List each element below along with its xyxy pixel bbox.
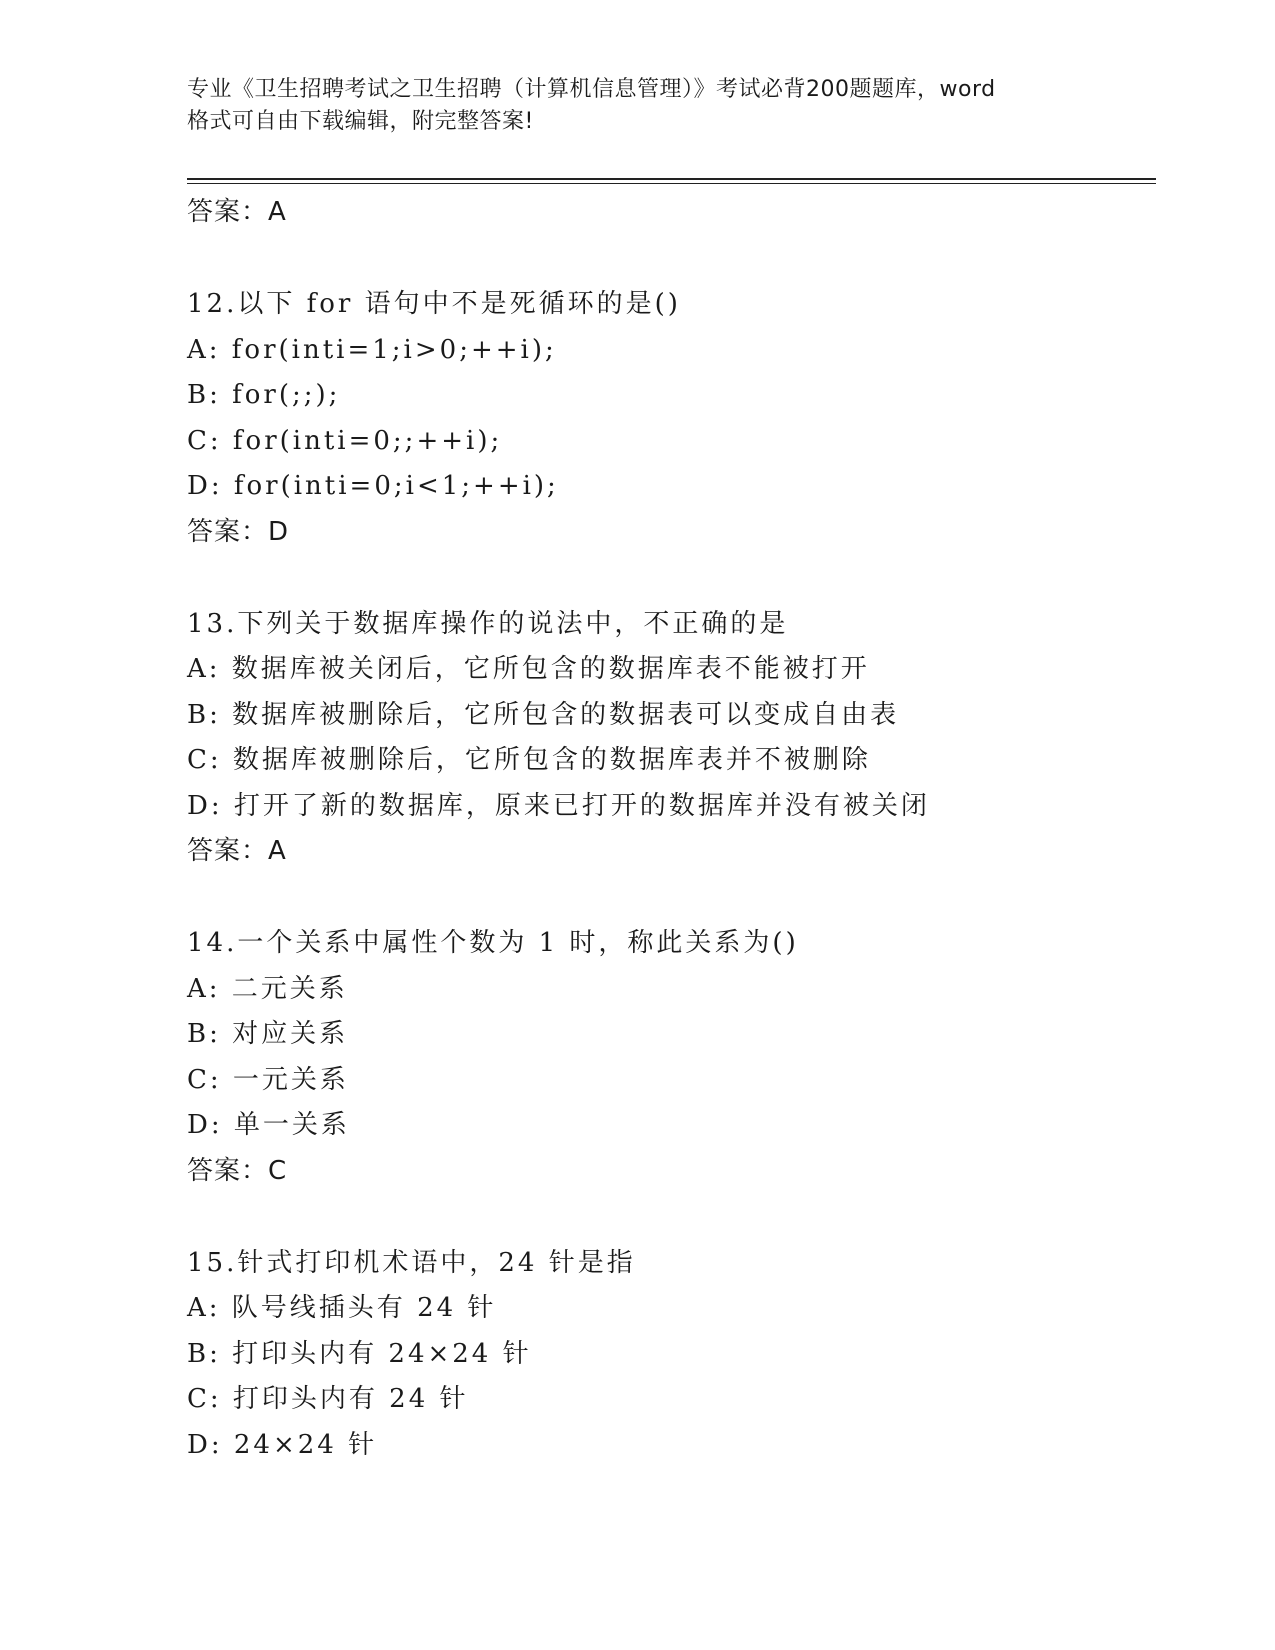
header-rule-thick <box>187 178 1156 180</box>
header-line-2: 格式可自由下载编辑，附完整答案! <box>187 109 534 134</box>
question-stem: 13.下列关于数据库操作的说法中，不正确的是 <box>187 608 789 639</box>
option-c: C: 一元关系 <box>187 1064 349 1095</box>
option-d: D: 单一关系 <box>187 1110 350 1140</box>
page-header <box>187 74 1087 138</box>
option-b: B: 数据库被删除后，它所包含的数据表可以变成自由表 <box>187 699 900 730</box>
question-15 <box>187 1241 1147 1469</box>
question-stem: 12.以下 for 语句中不是死循环的是() <box>187 289 681 319</box>
option-c: C: for(inti=0;;++i); <box>187 425 503 456</box>
question-13 <box>187 602 1147 874</box>
question-12 <box>187 282 1147 554</box>
option-b: B: 打印头内有 24×24 针 <box>187 1338 532 1369</box>
header-line-1: 专业《卫生招聘考试之卫生招聘（计算机信息管理）》考试必背200题题库，word <box>187 77 996 102</box>
answer-line: 答案：C <box>187 1155 288 1186</box>
answer-line: 答案：A <box>187 197 287 227</box>
option-c: C: 数据库被删除后，它所包含的数据库表并不被删除 <box>187 745 871 775</box>
question-list <box>187 190 1147 1468</box>
option-b: B: 对应关系 <box>187 1019 349 1049</box>
option-b: B: for(;;); <box>187 380 341 410</box>
option-d: D: 24×24 针 <box>187 1429 378 1460</box>
answer-line: 答案：A <box>187 836 287 866</box>
question-14 <box>187 921 1147 1193</box>
option-c: C: 打印头内有 24 针 <box>187 1384 469 1414</box>
question-stem: 15.针式打印机术语中，24 针是指 <box>187 1247 636 1278</box>
option-d: D: 打开了新的数据库，原来已打开的数据库并没有被关闭 <box>187 790 930 821</box>
question-stem: 14.一个关系中属性个数为 1 时，称此关系为() <box>187 928 799 958</box>
option-a: A: 队号线插头有 24 针 <box>187 1293 497 1323</box>
option-a: A: 二元关系 <box>187 973 348 1004</box>
option-d: D: for(inti=0;i<1;++i); <box>187 471 559 501</box>
option-a: A: for(inti=1;i>0;++i); <box>187 334 557 365</box>
header-rule-thin <box>187 183 1156 184</box>
answer-line: 答案：D <box>187 516 290 547</box>
option-a: A: 数据库被关闭后，它所包含的数据库表不能被打开 <box>187 654 870 684</box>
